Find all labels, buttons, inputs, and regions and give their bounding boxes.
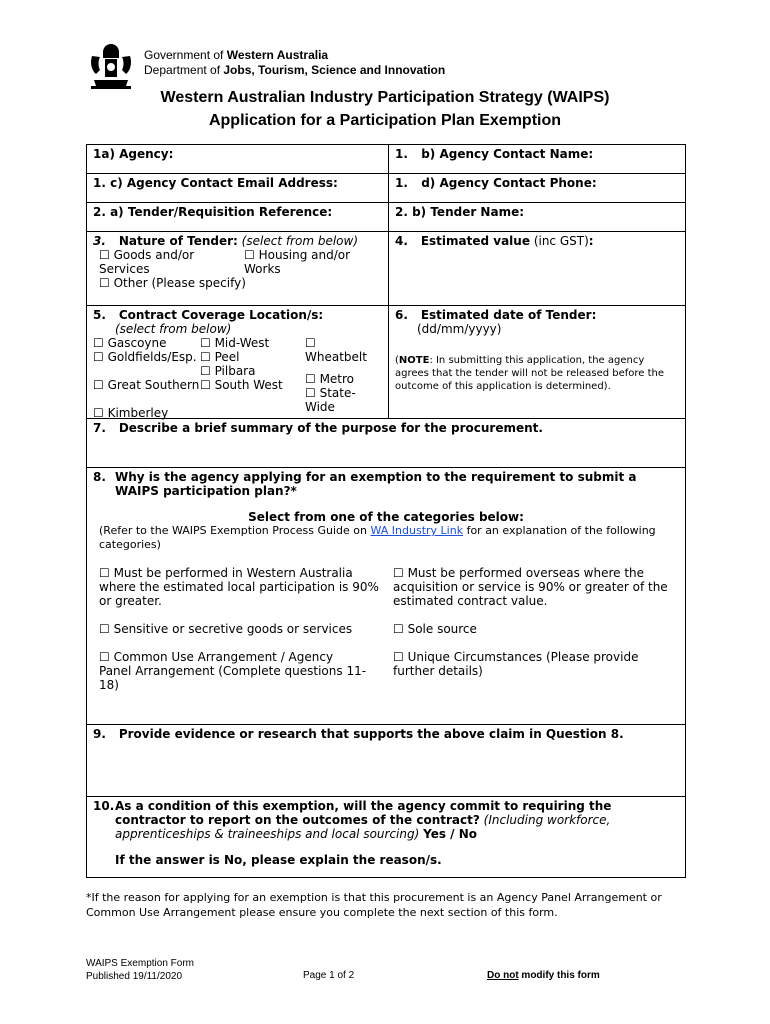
form-row-5-6 <box>87 306 685 419</box>
checkbox-wheatbelt[interactable]: ☐ Wheatbelt <box>305 336 367 364</box>
checkbox-performed-overseas[interactable]: ☐ Must be performed overseas where the acquisition or service is 90% or greater of the estimated contract value. <box>393 566 668 608</box>
checkbox-state-wide[interactable]: ☐ State-Wide <box>305 386 356 414</box>
form-row-2 <box>87 203 685 232</box>
date-format-hint: (dd/mm/yyyy) <box>417 322 502 336</box>
document-title: Western Australian Industry Participation Strategy (WAIPS) <box>160 89 610 106</box>
agency-phone-field[interactable]: 1. d) Agency Contact Phone: <box>395 176 597 190</box>
page-header <box>86 40 506 90</box>
checkbox-south-west[interactable]: ☐ South West <box>200 378 283 392</box>
checkbox-gascoyne[interactable]: ☐ Gascoyne <box>93 336 167 350</box>
checkbox-goldfields[interactable]: ☐ Goldfields/Esp. <box>93 350 197 364</box>
department-name: Government of Western Australia Department of Jobs, Tourism, Science and Innovation <box>144 48 446 77</box>
refer-guide-text: (Refer to the WAIPS Exemption Process Guide on WA Industry Link for an explanation of the following categories) <box>99 524 656 551</box>
document-subtitle: Application for a Participation Plan Exemption <box>208 112 562 129</box>
nature-of-tender: 3. Nature of Tender: (select from below) ☐ Goods and/or Services ☐ Housing and/or Works ☐ Other (Please specify) <box>87 232 389 305</box>
checkbox-metro[interactable]: ☐ Metro <box>305 372 355 386</box>
page-number: Page 1 of 2 <box>303 970 355 981</box>
form-row-9 <box>87 725 685 797</box>
location-col-3 <box>305 336 377 420</box>
tender-reference-field[interactable]: 2. a) Tender/Requisition Reference: <box>87 203 389 231</box>
checkbox-goods-services[interactable]: ☐ Goods and/or Services <box>99 248 195 276</box>
footnote: *If the reason for applying for an exemption is that this procurement is an Agency Panel Arrangement or Common Use Arrangement please ensure you complete the next section of this form. <box>86 891 662 919</box>
tender-note: (NOTE: In submitting this application, the agency agrees that the tender will not be released before the outcome of this application is determined). <box>395 355 665 392</box>
form-row-8 <box>87 468 685 725</box>
exemption-form <box>86 144 686 878</box>
exemption-reason: 8. Why is the agency applying for an exemption to the requirement to submit a WAIPS participation plan?* Select from one of the categories below: (Refer to the WAIPS Exemption Process Guide on WA Industry Link for an explanation of the following categories) ☐ Must be performed in Western Australia where the estimated local participation is 90% or greater. ☐ Must be performed overseas where the acquisition or service is 90% or greater of the estimated contract value. ☐ Sensitive or secretive goods or services ☐ Sole source ☐ Common Use Arrangement / Agency Panel Arrangement (Complete questions 11-18) ☐ Unique Circumstances (Please provide further details) <box>87 468 685 724</box>
checkbox-kimberley[interactable]: ☐ Kimberley <box>93 406 169 420</box>
wa-crest-logo <box>86 40 136 90</box>
form-row-1ab <box>87 145 685 174</box>
location-col-2 <box>200 336 305 420</box>
agency-field[interactable]: 1a) Agency: <box>87 145 389 173</box>
evidence-field[interactable]: 9. Provide evidence or research that supports the above claim in Question 8. <box>93 727 624 741</box>
checkbox-housing-works[interactable]: ☐ Housing and/or Works <box>244 248 351 276</box>
checkbox-other[interactable]: ☐ Other (Please specify) <box>99 276 246 290</box>
wa-industry-link[interactable]: WA Industry Link <box>370 524 464 537</box>
do-not-modify-notice: Do not modify this form <box>487 970 600 981</box>
footer-form-info: WAIPS Exemption Form Published 19/11/2020 <box>86 958 194 982</box>
checkbox-pilbara[interactable]: ☐ Pilbara <box>200 364 256 378</box>
select-category-heading: Select from one of the categories below: <box>248 510 524 524</box>
procurement-summary-field[interactable]: 7. Describe a brief summary of the purpose for the procurement. <box>93 421 543 435</box>
checkbox-performed-wa[interactable]: ☐ Must be performed in Western Australia where the estimated local participation is 90% or greater. <box>99 566 379 608</box>
checkbox-common-use[interactable]: ☐ Common Use Arrangement / Agency Panel Arrangement (Complete questions 11-18) <box>99 650 367 692</box>
reporting-commitment[interactable]: 10. As a condition of this exemption, will the agency commit to requiring the contractor to report on the outcomes of the contract? (Including workforce, apprenticeships & traineeships and local sourcing) Yes / No If the answer is No, please explain the reason/s. <box>87 797 685 877</box>
agency-contact-name-field[interactable]: 1. b) Agency Contact Name: <box>395 147 594 161</box>
checkbox-great-southern[interactable]: ☐ Great Southern <box>93 378 200 392</box>
agency-email-field[interactable]: 1. c) Agency Contact Email Address: <box>87 174 389 202</box>
checkbox-sole-source[interactable]: ☐ Sole source <box>393 622 477 636</box>
form-row-7 <box>87 419 685 468</box>
tender-name-field[interactable]: 2. b) Tender Name: <box>395 205 525 219</box>
location-col-1 <box>93 336 200 420</box>
estimated-date-field[interactable]: 6. Estimated date of Tender: (dd/mm/yyyy) (NOTE: In submitting this application, the agency agrees that the tender will not be released before the outcome of this application is determined). <box>389 306 685 418</box>
contract-coverage-location: 5. Contract Coverage Location/s: (select from below) ☐ Gascoyne ☐ Goldfields/Esp. ☐ Great Southern ☐ Kimberley ☐ Mid-West ☐ Peel ☐ Pilbara ☐ South West ☐ Wheatbelt ☐ Metro ☐ State-Wide <box>87 306 389 418</box>
form-row-3-4 <box>87 232 685 306</box>
form-row-10 <box>87 797 685 877</box>
checkbox-sensitive-goods[interactable]: ☐ Sensitive or secretive goods or services <box>99 622 353 636</box>
checkbox-unique-circumstances[interactable]: ☐ Unique Circumstances (Please provide further details) <box>393 650 639 678</box>
location-hint: (select from below) <box>115 322 232 336</box>
yes-no-option[interactable]: Yes / No <box>423 827 478 841</box>
form-row-1cd <box>87 174 685 203</box>
checkbox-mid-west[interactable]: ☐ Mid-West <box>200 336 270 350</box>
explain-reason-label: If the answer is No, please explain the reason/s. <box>115 853 442 867</box>
checkbox-peel[interactable]: ☐ Peel <box>200 350 240 364</box>
estimated-value-field[interactable]: 4. Estimated value (inc GST): <box>395 234 594 248</box>
